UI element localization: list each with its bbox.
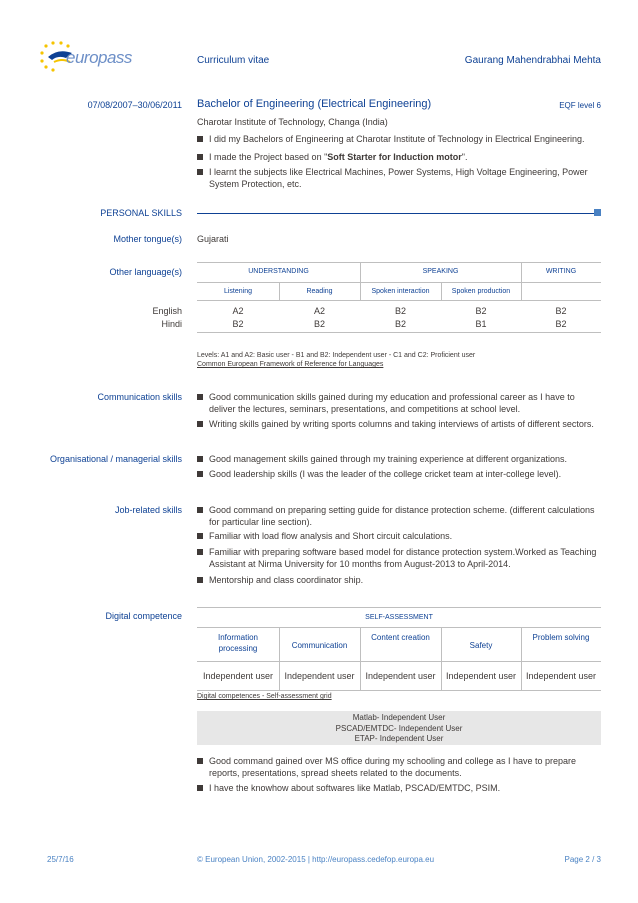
bullet-text-part: ".	[461, 152, 468, 162]
bullet-square-icon	[197, 549, 203, 555]
group-understanding: UNDERSTANDING	[248, 268, 309, 275]
lang-table-line	[197, 300, 601, 301]
digital-table-line	[521, 627, 522, 690]
subhead-spoken-production: Spoken production	[451, 288, 511, 295]
digital-column-header: Information processing	[217, 633, 259, 653]
bullet-text	[209, 151, 597, 163]
mother-tongue-value: Gujarati	[197, 234, 229, 244]
language-name: Hindi	[161, 319, 182, 329]
bullet-square-icon	[197, 785, 203, 791]
other-languages-label: Other language(s)	[109, 267, 182, 277]
bullet-item	[197, 166, 597, 190]
bullet-item	[197, 453, 597, 465]
language-level: B2	[555, 306, 567, 316]
certificate-item: ETAP- Independent User	[354, 734, 444, 743]
bullet-square-icon	[197, 154, 203, 160]
personal-skills-heading: PERSONAL SKILLS	[100, 208, 182, 218]
bullet-text: Writing skills gained by writing sports columns and taking interviews of artists of different sectors.	[209, 419, 594, 429]
language-level: A2	[313, 306, 325, 316]
section-divider-marker	[594, 209, 601, 216]
bullet-bold-text: Soft Starter for Induction motor	[327, 152, 462, 162]
footer-copyright[interactable]: © European Union, 2002-2015 | http://europass.cedefop.europa.eu	[197, 855, 435, 864]
bullet-text: Good leadership skills (I was the leader of the college cricket team at inter-college level).	[209, 469, 562, 479]
digital-level: Independent user	[365, 671, 436, 681]
bullet-item	[197, 151, 597, 163]
lang-table-line	[197, 262, 601, 263]
organisational-label: Organisational / managerial skills	[49, 454, 182, 464]
bullet-text: Good management skills gained through my training experience at different organizations.	[209, 454, 568, 464]
bullet-text: Good command on preparing setting guide for distance protection scheme. (different calculations for particular line section).	[209, 505, 595, 527]
subhead-spoken-interaction: Spoken interaction	[371, 288, 430, 295]
logo-wordmark: europass	[66, 48, 132, 67]
bullet-item	[197, 546, 597, 570]
bullet-square-icon	[197, 394, 203, 400]
levels-note: Levels: A1 and A2: Basic user - B1 and B2: Independent user - C1 and C2: Proficient user	[197, 352, 476, 359]
bullet-square-icon	[197, 169, 203, 175]
digital-table-line	[197, 661, 601, 662]
bullet-text	[209, 166, 597, 190]
cefr-link[interactable]: Common European Framework of Reference for Languages	[197, 361, 384, 368]
digital-table-line	[197, 627, 601, 628]
digital-table-line	[441, 627, 442, 690]
bullet-square-icon	[197, 471, 203, 477]
language-level: B2	[232, 319, 244, 329]
bullet-square-icon	[197, 456, 203, 462]
certificates-box	[197, 711, 601, 745]
digital-level: Independent user	[525, 671, 597, 681]
digital-grid-link[interactable]: Digital competences - Self-assessment grid	[197, 693, 332, 700]
communication-label: Communication skills	[97, 392, 182, 402]
bullet-item	[197, 391, 597, 415]
bullet-text-part: I made the Project based on "	[209, 152, 328, 162]
job-skills-label: Job-related skills	[114, 505, 182, 515]
digital-table-line	[360, 627, 361, 690]
language-level: B2	[555, 319, 567, 329]
education-institution: Charotar Institute of Technology, Changa (India)	[197, 117, 388, 127]
bullet-item	[197, 530, 597, 542]
digital-column-header: Content creation	[371, 633, 430, 642]
lang-table-line	[197, 282, 601, 283]
lang-table-line	[197, 332, 601, 333]
bullet-text: Good command gained over MS office during my schooling and college as I have to prepare reports, presentations, spread sheets related to the documents.	[209, 756, 577, 778]
bullet-text	[209, 133, 597, 145]
bullet-item	[197, 782, 597, 794]
footer-date: 25/7/16	[47, 855, 74, 864]
digital-label: Digital competence	[105, 611, 182, 621]
bullet-text-part: I learnt the subjects like Electrical Machines, Power Systems, High Voltage Engineering, Power System Protection, etc.	[209, 167, 588, 189]
digital-level: Independent user	[284, 671, 355, 681]
bullet-square-icon	[197, 758, 203, 764]
bullet-text: I have the knowhow about softwares like Matlab, PSCAD/EMTDC, PSIM.	[209, 783, 501, 793]
bullet-square-icon	[197, 507, 203, 513]
europass-logo	[38, 40, 148, 76]
bullet-item	[197, 574, 597, 586]
certificate-item: PSCAD/EMTDC- Independent User	[335, 723, 463, 733]
digital-column-header: Communication	[291, 641, 348, 650]
bullet-square-icon	[197, 533, 203, 539]
digital-column-header: Problem solving	[532, 633, 590, 642]
doc-type-title: Curriculum vitae	[197, 55, 270, 66]
section-divider	[197, 213, 595, 214]
candidate-name: Gaurang Mahendrabhai Mehta	[464, 55, 601, 66]
bullet-text: Good communication skills gained during my education and professional career as I have to deliver the lectures, seminars, presentations, and competitions at school level.	[209, 392, 575, 414]
mother-tongue-label: Mother tongue(s)	[113, 234, 182, 244]
bullet-item	[197, 504, 597, 528]
bullet-item	[197, 418, 597, 430]
digital-table-line	[279, 627, 280, 690]
language-name: English	[152, 306, 182, 316]
digital-column-header: Safety	[469, 641, 493, 650]
eqf-level: EQF level 6	[559, 101, 601, 110]
bullet-text-part: I did my Bachelors of Engineering at Charotar Institute of Technology in Electrical Engineering.	[209, 134, 585, 144]
bullet-square-icon	[197, 136, 203, 142]
subhead-listening: Listening	[223, 288, 253, 295]
language-level: B2	[394, 319, 406, 329]
certificate-item: Matlab- Independent User	[352, 713, 446, 722]
education-title: Bachelor of Engineering (Electrical Engineering)	[197, 98, 432, 110]
language-level: A2	[232, 306, 244, 316]
group-writing: WRITING	[545, 268, 577, 275]
bullet-item	[197, 468, 597, 480]
bullet-item	[197, 755, 597, 779]
bullet-text: Familiar with load flow analysis and Short circuit calculations.	[209, 531, 453, 541]
language-level: B2	[475, 306, 487, 316]
subhead-reading: Reading	[306, 288, 333, 295]
bullet-text: Mentorship and class coordinator ship.	[209, 575, 364, 585]
digital-level: Independent user	[445, 671, 517, 681]
language-level: B1	[475, 319, 487, 329]
digital-level: Independent user	[202, 671, 274, 681]
bullet-square-icon	[197, 577, 203, 583]
language-level: B2	[394, 306, 406, 316]
group-speaking: SPEAKING	[422, 268, 459, 275]
digital-table-line	[197, 607, 601, 608]
self-assessment-heading: SELF-ASSESSMENT	[365, 614, 433, 621]
bullet-item	[197, 133, 597, 145]
language-level: B2	[313, 319, 325, 329]
education-dates: 07/08/2007–30/06/2011	[87, 100, 182, 110]
bullet-text: Familiar with preparing software based model for distance protection system.Worked as Teaching Assistant at Nirma University for 10 months from August-2013 to April-2014.	[209, 547, 597, 569]
bullet-square-icon	[197, 421, 203, 427]
digital-table-line	[197, 690, 601, 691]
footer-page-number: Page 2 / 3	[564, 855, 601, 864]
